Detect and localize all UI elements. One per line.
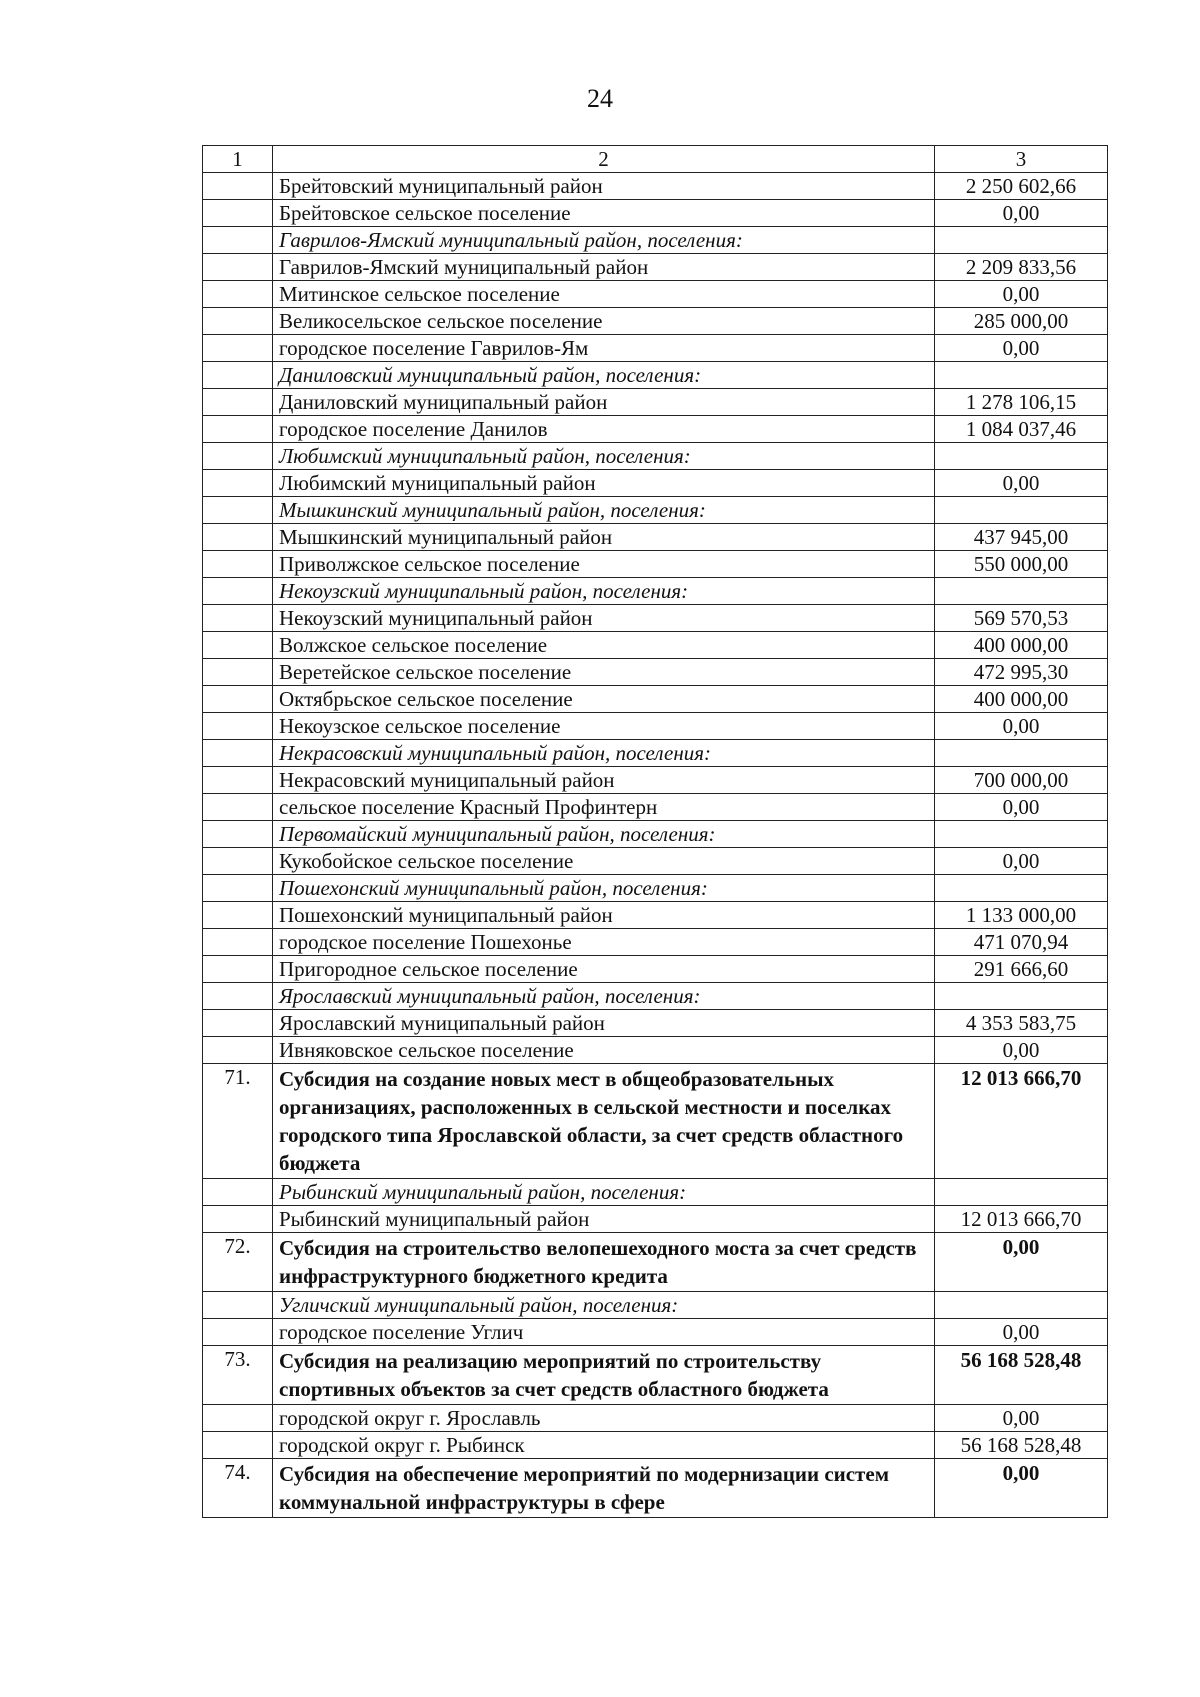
- row-label: Даниловский муниципальный район: [273, 389, 935, 416]
- table-row: [203, 389, 1108, 416]
- table-row: [203, 1319, 1108, 1346]
- row-label: Рыбинский муниципальный район, поселения:: [273, 1179, 935, 1206]
- header-col-2: 2: [273, 146, 935, 173]
- table-row: [203, 551, 1108, 578]
- row-number: 71.: [203, 1064, 273, 1179]
- row-number: [203, 227, 273, 254]
- row-number: [203, 524, 273, 551]
- table-row: [203, 470, 1108, 497]
- row-value: 291 666,60: [935, 956, 1108, 983]
- row-label: городской округ г. Ярославль: [273, 1405, 935, 1432]
- row-value: [935, 821, 1108, 848]
- row-number: [203, 821, 273, 848]
- table-row: [203, 1179, 1108, 1206]
- row-label: Некоузский муниципальный район, поселения:: [273, 578, 935, 605]
- row-value: 550 000,00: [935, 551, 1108, 578]
- row-value: [935, 578, 1108, 605]
- row-label: Некрасовский муниципальный район: [273, 767, 935, 794]
- row-label: Субсидия на создание новых мест в общеобразовательных организациях, расположенных в сельской местности и поселках городского типа Ярославской области, за счет средств областного бюджета: [273, 1064, 935, 1179]
- row-number: [203, 1319, 273, 1346]
- row-label: Некоузское сельское поселение: [273, 713, 935, 740]
- table-row: [203, 659, 1108, 686]
- row-label: городской округ г. Рыбинск: [273, 1432, 935, 1459]
- row-value: 12 013 666,70: [935, 1206, 1108, 1233]
- table-row: [203, 713, 1108, 740]
- row-number: 72.: [203, 1233, 273, 1292]
- row-number: [203, 1405, 273, 1432]
- table-row: [203, 254, 1108, 281]
- row-number: [203, 470, 273, 497]
- row-value: 4 353 583,75: [935, 1010, 1108, 1037]
- row-value: 0,00: [935, 1037, 1108, 1064]
- table-row: [203, 1037, 1108, 1064]
- table-row: [203, 1010, 1108, 1037]
- table-row: [203, 1459, 1108, 1518]
- table-row: [203, 875, 1108, 902]
- row-label: Даниловский муниципальный район, поселения:: [273, 362, 935, 389]
- row-number: [203, 308, 273, 335]
- row-number: [203, 1037, 273, 1064]
- row-value: 400 000,00: [935, 632, 1108, 659]
- row-label: Любимский муниципальный район, поселения:: [273, 443, 935, 470]
- row-value: [935, 227, 1108, 254]
- row-value: [935, 740, 1108, 767]
- row-label: Угличский муниципальный район, поселения:: [273, 1292, 935, 1319]
- row-label: Некоузский муниципальный район: [273, 605, 935, 632]
- row-label: Гаврилов-Ямский муниципальный район: [273, 254, 935, 281]
- table-row: [203, 308, 1108, 335]
- table-row: [203, 578, 1108, 605]
- row-value: 569 570,53: [935, 605, 1108, 632]
- row-value: 0,00: [935, 281, 1108, 308]
- table-row: [203, 1346, 1108, 1405]
- table-row: [203, 1432, 1108, 1459]
- header-col-3: 3: [935, 146, 1108, 173]
- row-number: [203, 254, 273, 281]
- row-number: [203, 416, 273, 443]
- row-value: 0,00: [935, 794, 1108, 821]
- row-value: 0,00: [935, 848, 1108, 875]
- table-row: [203, 227, 1108, 254]
- row-value: 1 133 000,00: [935, 902, 1108, 929]
- row-value: 0,00: [935, 1459, 1108, 1518]
- table-row: [203, 497, 1108, 524]
- row-number: [203, 767, 273, 794]
- row-label: сельское поселение Красный Профинтерн: [273, 794, 935, 821]
- row-label: городское поселение Пошехонье: [273, 929, 935, 956]
- table-row: [203, 983, 1108, 1010]
- row-label: Пошехонский муниципальный район, поселения:: [273, 875, 935, 902]
- row-label: Некрасовский муниципальный район, поселения:: [273, 740, 935, 767]
- row-label: Мышкинский муниципальный район, поселения:: [273, 497, 935, 524]
- row-number: [203, 983, 273, 1010]
- table-row: [203, 929, 1108, 956]
- row-value: 0,00: [935, 713, 1108, 740]
- row-number: [203, 1432, 273, 1459]
- row-value: 471 070,94: [935, 929, 1108, 956]
- row-label: Митинское сельское поселение: [273, 281, 935, 308]
- table-row: [203, 1233, 1108, 1292]
- row-label: Пригородное сельское поселение: [273, 956, 935, 983]
- row-value: 0,00: [935, 335, 1108, 362]
- row-value: 0,00: [935, 1319, 1108, 1346]
- row-label: Веретейское сельское поселение: [273, 659, 935, 686]
- row-label: Брейтовский муниципальный район: [273, 173, 935, 200]
- table-row: [203, 794, 1108, 821]
- row-label: Ивняковское сельское поселение: [273, 1037, 935, 1064]
- row-value: [935, 875, 1108, 902]
- row-label: Ярославский муниципальный район, поселения:: [273, 983, 935, 1010]
- row-number: [203, 929, 273, 956]
- row-label: Субсидия на строительство велопешеходного моста за счет средств инфраструктурного бюджетного кредита: [273, 1233, 935, 1292]
- row-value: [935, 497, 1108, 524]
- row-label: городское поселение Углич: [273, 1319, 935, 1346]
- row-value: 1 084 037,46: [935, 416, 1108, 443]
- row-number: [203, 389, 273, 416]
- row-value: [935, 1179, 1108, 1206]
- row-value: 0,00: [935, 470, 1108, 497]
- row-value: 437 945,00: [935, 524, 1108, 551]
- table-row: [203, 335, 1108, 362]
- row-value: 0,00: [935, 200, 1108, 227]
- row-value: 285 000,00: [935, 308, 1108, 335]
- row-number: [203, 1292, 273, 1319]
- row-value: 400 000,00: [935, 686, 1108, 713]
- row-number: [203, 497, 273, 524]
- row-label: Рыбинский муниципальный район: [273, 1206, 935, 1233]
- row-number: [203, 335, 273, 362]
- row-value: 0,00: [935, 1405, 1108, 1432]
- row-number: [203, 632, 273, 659]
- row-label: Октябрьское сельское поселение: [273, 686, 935, 713]
- table-row: [203, 1405, 1108, 1432]
- table-row: [203, 1064, 1108, 1179]
- row-number: [203, 713, 273, 740]
- row-label: Субсидия на реализацию мероприятий по строительству спортивных объектов за счет средств областного бюджета: [273, 1346, 935, 1405]
- table-row: [203, 902, 1108, 929]
- table-header-row: [203, 146, 1108, 173]
- row-label: Великосельское сельское поселение: [273, 308, 935, 335]
- row-label: Гаврилов-Ямский муниципальный район, поселения:: [273, 227, 935, 254]
- row-value: [935, 443, 1108, 470]
- row-number: [203, 443, 273, 470]
- row-label: Приволжское сельское поселение: [273, 551, 935, 578]
- row-number: [203, 956, 273, 983]
- table-row: [203, 1292, 1108, 1319]
- row-number: [203, 740, 273, 767]
- row-number: [203, 686, 273, 713]
- table-row: [203, 1206, 1108, 1233]
- row-value: 56 168 528,48: [935, 1346, 1108, 1405]
- row-number: 74.: [203, 1459, 273, 1518]
- row-value: 2 209 833,56: [935, 254, 1108, 281]
- page-number: 24: [587, 84, 613, 113]
- header-col-1: 1: [203, 146, 273, 173]
- row-label: Первомайский муниципальный район, поселения:: [273, 821, 935, 848]
- table-row: [203, 173, 1108, 200]
- row-value: 2 250 602,66: [935, 173, 1108, 200]
- row-label: Субсидия на обеспечение мероприятий по модернизации систем коммунальной инфраструктуры в сфере: [273, 1459, 935, 1518]
- table-row: [203, 416, 1108, 443]
- row-label: Брейтовское сельское поселение: [273, 200, 935, 227]
- row-number: [203, 1010, 273, 1037]
- row-number: [203, 362, 273, 389]
- row-value: [935, 1292, 1108, 1319]
- row-value: 12 013 666,70: [935, 1064, 1108, 1179]
- row-value: 472 995,30: [935, 659, 1108, 686]
- row-number: [203, 200, 273, 227]
- row-value: 56 168 528,48: [935, 1432, 1108, 1459]
- row-value: 1 278 106,15: [935, 389, 1108, 416]
- table-row: [203, 281, 1108, 308]
- table-row: [203, 605, 1108, 632]
- row-number: [203, 173, 273, 200]
- row-label: городское поселение Гаврилов-Ям: [273, 335, 935, 362]
- row-number: [203, 605, 273, 632]
- row-value: 0,00: [935, 1233, 1108, 1292]
- table-row: [203, 443, 1108, 470]
- row-label: Любимский муниципальный район: [273, 470, 935, 497]
- row-number: [203, 875, 273, 902]
- table-row: [203, 686, 1108, 713]
- row-number: [203, 794, 273, 821]
- row-label: Кукобойское сельское поселение: [273, 848, 935, 875]
- row-number: [203, 1179, 273, 1206]
- row-number: [203, 659, 273, 686]
- table-row: [203, 821, 1108, 848]
- row-number: [203, 551, 273, 578]
- row-value: [935, 362, 1108, 389]
- table-row: [203, 848, 1108, 875]
- budget-table: [202, 145, 1108, 1518]
- row-label: Волжское сельское поселение: [273, 632, 935, 659]
- table-row: [203, 632, 1108, 659]
- row-label: Ярославский муниципальный район: [273, 1010, 935, 1037]
- row-value: [935, 983, 1108, 1010]
- table-row: [203, 362, 1108, 389]
- row-number: [203, 848, 273, 875]
- table-row: [203, 767, 1108, 794]
- row-number: [203, 1206, 273, 1233]
- row-label: Мышкинский муниципальный район: [273, 524, 935, 551]
- row-label: Пошехонский муниципальный район: [273, 902, 935, 929]
- row-number: 73.: [203, 1346, 273, 1405]
- row-number: [203, 902, 273, 929]
- table-row: [203, 524, 1108, 551]
- row-label: городское поселение Данилов: [273, 416, 935, 443]
- row-number: [203, 281, 273, 308]
- table-row: [203, 740, 1108, 767]
- table-row: [203, 200, 1108, 227]
- table-row: [203, 956, 1108, 983]
- row-value: 700 000,00: [935, 767, 1108, 794]
- row-number: [203, 578, 273, 605]
